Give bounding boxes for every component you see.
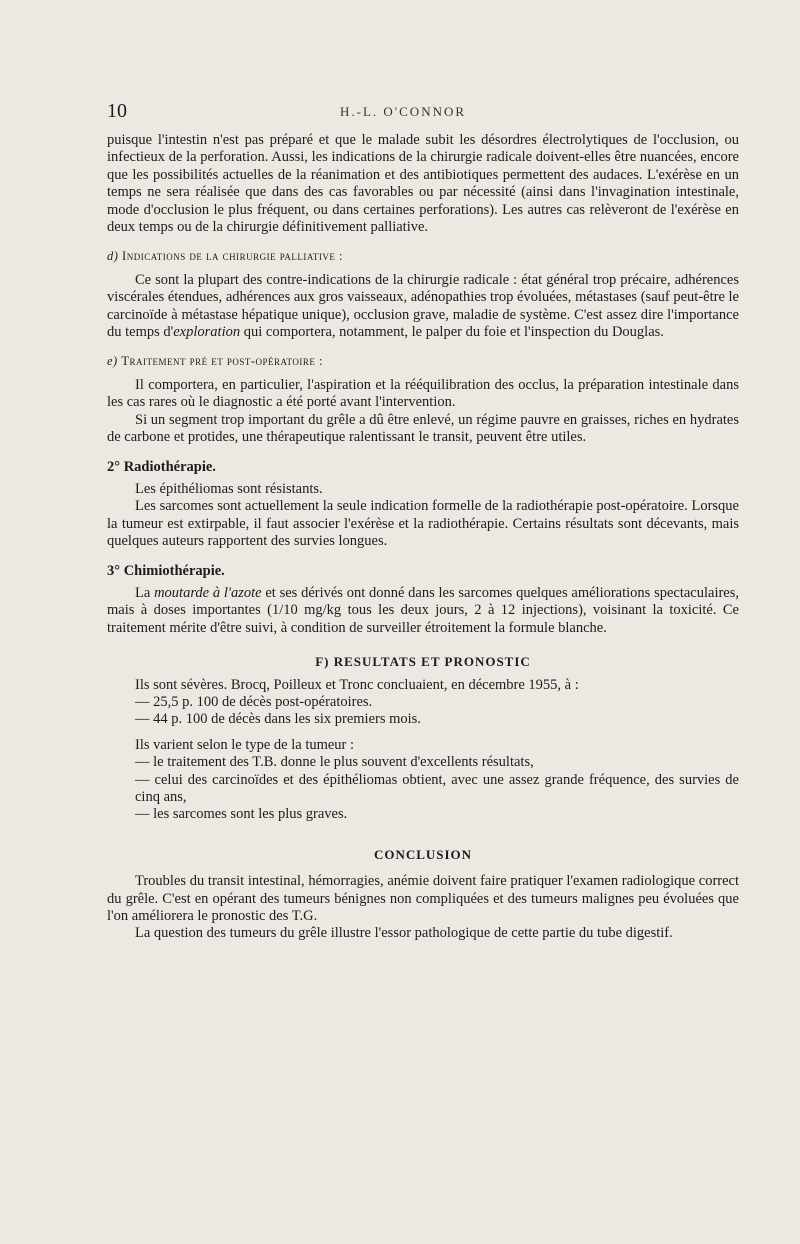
list-item: — 25,5 p. 100 de décès post-opératoires. [135, 693, 373, 710]
conclusion-title: CONCLUSION [373, 846, 473, 862]
section-e-title: Traitement pré et post-opératoire : [121, 354, 323, 369]
section-3-heading [107, 563, 739, 580]
section-3-paragraph [107, 585, 739, 637]
section-f-list-2 [107, 754, 739, 824]
conclusion-paragraph-2: La question des tumeurs du grêle illustre l'essor pathologique de cette partie du tube digestif. [135, 925, 673, 942]
section-2-heading [107, 459, 739, 476]
section-e-paragraph-1: Il comportera, en particulier, l'aspiration et la rééquilibration des occlus, la préparation intestinale dans les cas rares où le diagnostic a été porté avant l'intervention. [107, 376, 739, 411]
section-3-emphasis: moutarde à l'azote [154, 584, 262, 601]
section-d-heading [107, 248, 739, 265]
section-d-letter: d) [107, 249, 119, 264]
body-text [107, 132, 739, 943]
section-2-paragraph-2: Les sarcomes sont actuellement la seule indication formelle de la radiothérapie post-opératoire. Lorsque la tumeur est extirpable, il faut associer l'exérèse et la radiothérapie. Certains résultats sont décevants, mais quelques auteurs rapportent des survies longues. [107, 498, 739, 550]
section-3-text-a: La [135, 584, 155, 601]
section-f-title: F) RESULTATS ET PRONOSTIC [315, 654, 531, 670]
section-f-list-1 [107, 694, 739, 729]
section-3-number: 3° [107, 562, 121, 579]
list-item: — les sarcomes sont les plus graves. [135, 806, 348, 823]
conclusion-paragraph-1: Troubles du transit intestinal, hémorragies, anémie doivent faire pratiquer l'examen radiologique correct du grêle. C'est en opérant des tumeurs bénignes non compliquées et des tumeurs malignes peu évoluées que l'on améliorera le pronostic des T.G. [107, 873, 739, 925]
section-e-heading [107, 353, 739, 370]
section-e-paragraph-2: Si un segment trop important du grêle a dû être enlevé, un régime pauvre en graisses, riches en hydrates de carbone et protides, une thérapeutique ralentissant le transit, peuvent être utiles. [107, 411, 739, 446]
section-2-number: 2° [107, 458, 121, 475]
section-f-paragraph-1: Ils sont sévères. Brocq, Poilleux et Tronc concluaient, en décembre 1955, à : [135, 676, 579, 693]
section-2-title: Radiothérapie. [123, 458, 216, 475]
section-d-title: Indications de la chirurgie palliative : [122, 249, 343, 264]
page-number: 10 [107, 100, 127, 122]
list-item: — celui des carcinoïdes et des épithéliomas obtient, avec une assez grande fréquence, des survies de cinq ans, [135, 771, 739, 805]
list-item: — le traitement des T.B. donne le plus souvent d'excellents résultats, [135, 754, 534, 771]
section-e-letter: e) [107, 354, 118, 369]
section-d-text-end: qui comportera, notamment, le palper du foie et l'inspection du Douglas. [240, 324, 664, 341]
intro-paragraph: puisque l'intestin n'est pas préparé et que le malade subit les désordres électrolytiques de l'occlusion, ou infectieux de la perforation. Aussi, les indications de la chirurgie radicale doivent-elles être nuancées, encore que les possibilités actuelles de la réanimation et des antibiotiques permettent des audaces. L'exérèse en un temps ne sera réalisée que dans des cas favorables ou par nécessité (ainsi dans l'invagination intestinale, mode d'occlusion le plus fréquent, ou dans certaines perforations). Les autres cas relèveront de l'exérèse en deux temps ou de la chirurgie définitivement palliative. [107, 132, 739, 236]
list-item: — 44 p. 100 de décès dans les six premiers mois. [135, 711, 421, 728]
running-header [0, 100, 800, 124]
section-d-text: Ce sont la plupart des contre-indications de la chirurgie radicale : état général trop précaire, adhérences viscérales étendues, adhérences aux gros vaisseaux, adénopathies trop évoluées, métastases (sauf peut-être le carcinoïde à métastase hépatique unique), occlusion grave, maladie de système. C'est assez dire l'importance du temps d' [107, 271, 739, 341]
running-author: H.-L. O'CONNOR [340, 104, 467, 119]
section-3-text-b: et ses dérivés ont donné dans les sarcomes quelques améliorations spectaculaires, mais à doses importantes (1/10 mg/kg tous les deux jours, 2 à 12 injections), voisinant la toxicité. Ce traitement mérite d'être suivi, à condition de surveiller étroitement la formule blanche. [107, 584, 740, 636]
section-f-paragraph-2: Ils varient selon le type de la tumeur : [135, 736, 355, 753]
section-d-paragraph [107, 272, 739, 342]
section-3-title: Chimiothérapie. [123, 562, 225, 579]
section-2-paragraph-1: Les épithéliomas sont résistants. [135, 480, 323, 497]
section-d-emphasis: exploration [173, 324, 241, 341]
